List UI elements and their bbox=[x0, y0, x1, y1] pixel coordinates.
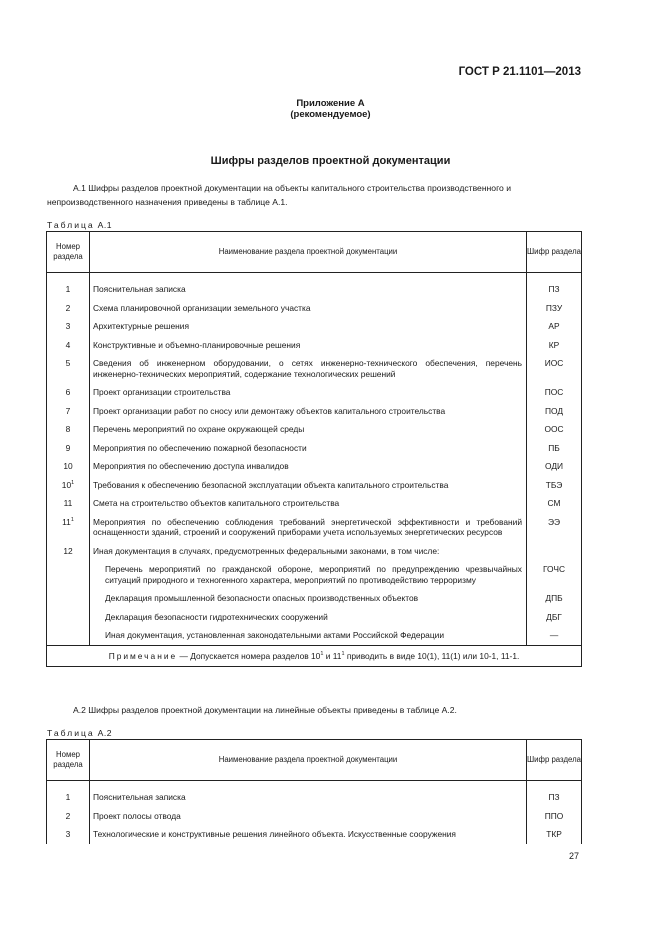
section-number bbox=[47, 383, 90, 402]
table-row bbox=[47, 626, 582, 645]
section-name: Иная документация в случаях, предусмотренных федеральными законами, в том числе: bbox=[93, 545, 440, 556]
header-section-name: Наименование раздела проектной документации bbox=[90, 232, 527, 273]
section-number-superscript: 1 bbox=[70, 516, 74, 523]
note-text: — Допускается номера разделов 10 bbox=[177, 650, 321, 661]
section-name: Мероприятия по обеспечению соблюдения требований энергетической эффективности и требований оснащенности зданий, строений и сооружений приборами учета используемых энергетических ресурсов bbox=[93, 516, 522, 537]
paragraph-a2 bbox=[47, 703, 581, 717]
note-superscript: 1 bbox=[341, 650, 345, 657]
table-row bbox=[47, 560, 582, 589]
table-header-row bbox=[47, 740, 582, 781]
section-name: Проект полосы отвода bbox=[93, 810, 181, 821]
spacer-cell bbox=[527, 781, 582, 789]
spacer-row bbox=[47, 781, 582, 789]
table-row bbox=[47, 476, 582, 495]
section-number-value: 2 bbox=[65, 810, 71, 821]
section-number-value: 2 bbox=[65, 302, 71, 313]
note-text: приводить в виде 10(1), 11(1) или 10-1, 11-1. bbox=[344, 650, 520, 661]
note-label: Примечание bbox=[108, 650, 178, 661]
section-number-value: 10 bbox=[63, 461, 73, 471]
section-number-value: 5 bbox=[65, 358, 71, 368]
table-row bbox=[47, 542, 582, 561]
table-caption-word: Таблица bbox=[47, 220, 95, 230]
standard-code: ГОСТ Р 21.1101—2013 bbox=[458, 66, 581, 78]
section-number bbox=[47, 280, 90, 299]
note-superscript: 1 bbox=[320, 650, 324, 657]
section-number-value: 12 bbox=[63, 545, 73, 556]
appendix-heading bbox=[0, 98, 661, 120]
section-code: ПБ bbox=[527, 439, 582, 458]
table-row bbox=[47, 420, 582, 439]
section-code: ДБГ bbox=[527, 608, 582, 627]
section-name: Требования к обеспечению безопасной эксплуатации объекта капитального строительства bbox=[93, 479, 449, 490]
section-number-value: 1 bbox=[65, 792, 71, 802]
table-a2-body bbox=[47, 781, 582, 844]
section-number-value: 4 bbox=[65, 339, 71, 350]
section-name: Проект организации работ по сносу или демонтажу объектов капитального строительства bbox=[93, 405, 446, 416]
section-name: Пояснительная записка bbox=[93, 284, 186, 294]
table-row bbox=[47, 494, 582, 513]
section-number bbox=[47, 476, 90, 495]
section-number bbox=[47, 788, 90, 807]
section-code: ТБЭ bbox=[527, 476, 582, 495]
section-code: ЭЭ bbox=[527, 513, 582, 542]
section-code: ОДИ bbox=[527, 457, 582, 476]
paragraph-a1 bbox=[47, 181, 581, 209]
table-caption-word: Таблица bbox=[47, 728, 95, 738]
table-a2 bbox=[46, 739, 582, 844]
section-title: Шифры разделов проектной документации bbox=[210, 155, 451, 167]
table-row bbox=[47, 457, 582, 476]
appendix-title: Приложение А bbox=[296, 98, 365, 109]
section-number-value: 1 bbox=[65, 284, 71, 294]
page-number: 27 bbox=[568, 851, 579, 861]
section-name: Пояснительная записка bbox=[93, 792, 186, 802]
section-number bbox=[47, 513, 90, 542]
section-name: Перечень мероприятий по гражданской обороне, мероприятий по предупреждению чрезвычайных ситуаций природного и техногенного характера, мероприятий по противодействию терроризму bbox=[105, 564, 522, 585]
header-section-number: Номер раздела bbox=[47, 232, 90, 273]
section-number-value: 3 bbox=[65, 829, 71, 839]
table-a2-caption bbox=[47, 728, 112, 738]
table-row bbox=[47, 589, 582, 608]
section-number bbox=[47, 457, 90, 476]
table-row bbox=[47, 317, 582, 336]
section-number bbox=[47, 439, 90, 458]
section-code: ПОС bbox=[527, 383, 582, 402]
paragraph-a1-lead: А.1 Шифры разделов проектной документации на объекты капитального строительства производственного и bbox=[73, 183, 511, 193]
table-a1-body bbox=[47, 273, 582, 667]
section-number-value: 3 bbox=[65, 321, 71, 331]
section-name: Иная документация, установленная законодательными актами Российской Федерации bbox=[105, 630, 444, 640]
section-number-value: 11 bbox=[62, 516, 71, 527]
spacer-cell bbox=[47, 273, 90, 281]
table-row bbox=[47, 336, 582, 355]
paragraph-a2-text: А.2 Шифры разделов проектной документации на линейные объекты приведены в таблице А.2. bbox=[73, 705, 457, 715]
section-code: — bbox=[527, 626, 582, 645]
table-row bbox=[47, 825, 582, 844]
spacer-cell bbox=[90, 273, 527, 281]
header-section-code: Шифр раздела bbox=[527, 232, 582, 273]
section-number-value: 10 bbox=[61, 479, 72, 490]
section-name: Архитектурные решения bbox=[93, 321, 190, 331]
section-code: ДПБ bbox=[527, 589, 582, 608]
header-section-number: Номер раздела bbox=[47, 740, 90, 781]
table-row bbox=[47, 807, 582, 826]
table-row bbox=[47, 513, 582, 542]
section-code: ТКР bbox=[527, 825, 582, 844]
section-number bbox=[47, 608, 90, 627]
section-name: Сведения об инженерном оборудовании, о сетях инженерно-технического обеспечения, перечень инженерно-технических мероприятий, содержание технологических решений bbox=[93, 358, 522, 379]
spacer-cell bbox=[527, 273, 582, 281]
table-row bbox=[47, 354, 582, 383]
section-number bbox=[47, 542, 90, 561]
section-code: ПЗУ bbox=[527, 299, 582, 318]
section-number bbox=[47, 402, 90, 421]
section-name: Декларация безопасности гидротехнических сооружений bbox=[105, 611, 328, 622]
table-note-row bbox=[47, 645, 582, 667]
section-number-superscript: 1 bbox=[71, 479, 75, 486]
section-name: Декларация промышленной безопасности опасных производственных объектов bbox=[105, 593, 419, 603]
table-caption-number: А.1 bbox=[97, 220, 112, 230]
spacer-cell bbox=[90, 781, 527, 789]
section-code: ПЗ bbox=[527, 788, 582, 807]
section-name: Конструктивные и объемно-планировочные решения bbox=[93, 339, 301, 350]
section-code: СМ bbox=[527, 494, 582, 513]
section-number bbox=[47, 420, 90, 439]
table-row bbox=[47, 788, 582, 807]
appendix-subtitle: (рекомендуемое) bbox=[290, 109, 371, 120]
section-number bbox=[47, 494, 90, 513]
section-code: ИОС bbox=[527, 354, 582, 383]
section-number-value: 9 bbox=[65, 442, 71, 453]
table-row bbox=[47, 608, 582, 627]
section-name: Схема планировочной организации земельного участка bbox=[93, 302, 311, 313]
section-number-value: 6 bbox=[65, 387, 71, 397]
section-number bbox=[47, 299, 90, 318]
section-name: Перечень мероприятий по охране окружающей среды bbox=[93, 424, 305, 434]
table-note bbox=[47, 645, 582, 667]
section-code: КР bbox=[527, 336, 582, 355]
section-number bbox=[47, 336, 90, 355]
table-row bbox=[47, 280, 582, 299]
spacer-row bbox=[47, 273, 582, 281]
section-number bbox=[47, 317, 90, 336]
section-number bbox=[47, 560, 90, 589]
section-code: ПЗ bbox=[527, 280, 582, 299]
table-caption-number: А.2 bbox=[97, 728, 112, 738]
section-number bbox=[47, 626, 90, 645]
note-text: и 11 bbox=[323, 650, 342, 661]
table-row bbox=[47, 299, 582, 318]
table-a1-caption bbox=[47, 220, 112, 230]
header-section-name: Наименование раздела проектной документации bbox=[90, 740, 527, 781]
table-a1 bbox=[46, 231, 582, 667]
section-code bbox=[527, 542, 582, 561]
section-code: АР bbox=[527, 317, 582, 336]
header-section-code: Шифр раздела bbox=[527, 740, 582, 781]
section-code: ГОЧС bbox=[527, 560, 582, 589]
section-name: Мероприятия по обеспечению доступа инвалидов bbox=[93, 461, 289, 471]
section-name: Технологические и конструктивные решения линейного объекта. Искусственные сооружения bbox=[93, 829, 456, 839]
paragraph-a1-rest: непроизводственного назначения приведены в таблице А.1. bbox=[47, 197, 288, 207]
section-name: Смета на строительство объектов капитального строительства bbox=[93, 498, 340, 508]
section-name: Мероприятия по обеспечению пожарной безопасности bbox=[93, 442, 307, 453]
section-code: ООС bbox=[527, 420, 582, 439]
section-name: Проект организации строительства bbox=[93, 387, 231, 397]
section-number-value: 8 bbox=[65, 424, 71, 434]
table-row bbox=[47, 383, 582, 402]
section-number bbox=[47, 354, 90, 383]
table-row bbox=[47, 439, 582, 458]
table-header-row bbox=[47, 232, 582, 273]
section-code: ПОД bbox=[527, 402, 582, 421]
section-number bbox=[47, 589, 90, 608]
section-number-value: 11 bbox=[63, 498, 73, 508]
spacer-cell bbox=[47, 781, 90, 789]
section-number bbox=[47, 825, 90, 844]
section-code: ППО bbox=[527, 807, 582, 826]
table-row bbox=[47, 402, 582, 421]
section-number-value: 7 bbox=[65, 405, 71, 416]
section-number bbox=[47, 807, 90, 826]
